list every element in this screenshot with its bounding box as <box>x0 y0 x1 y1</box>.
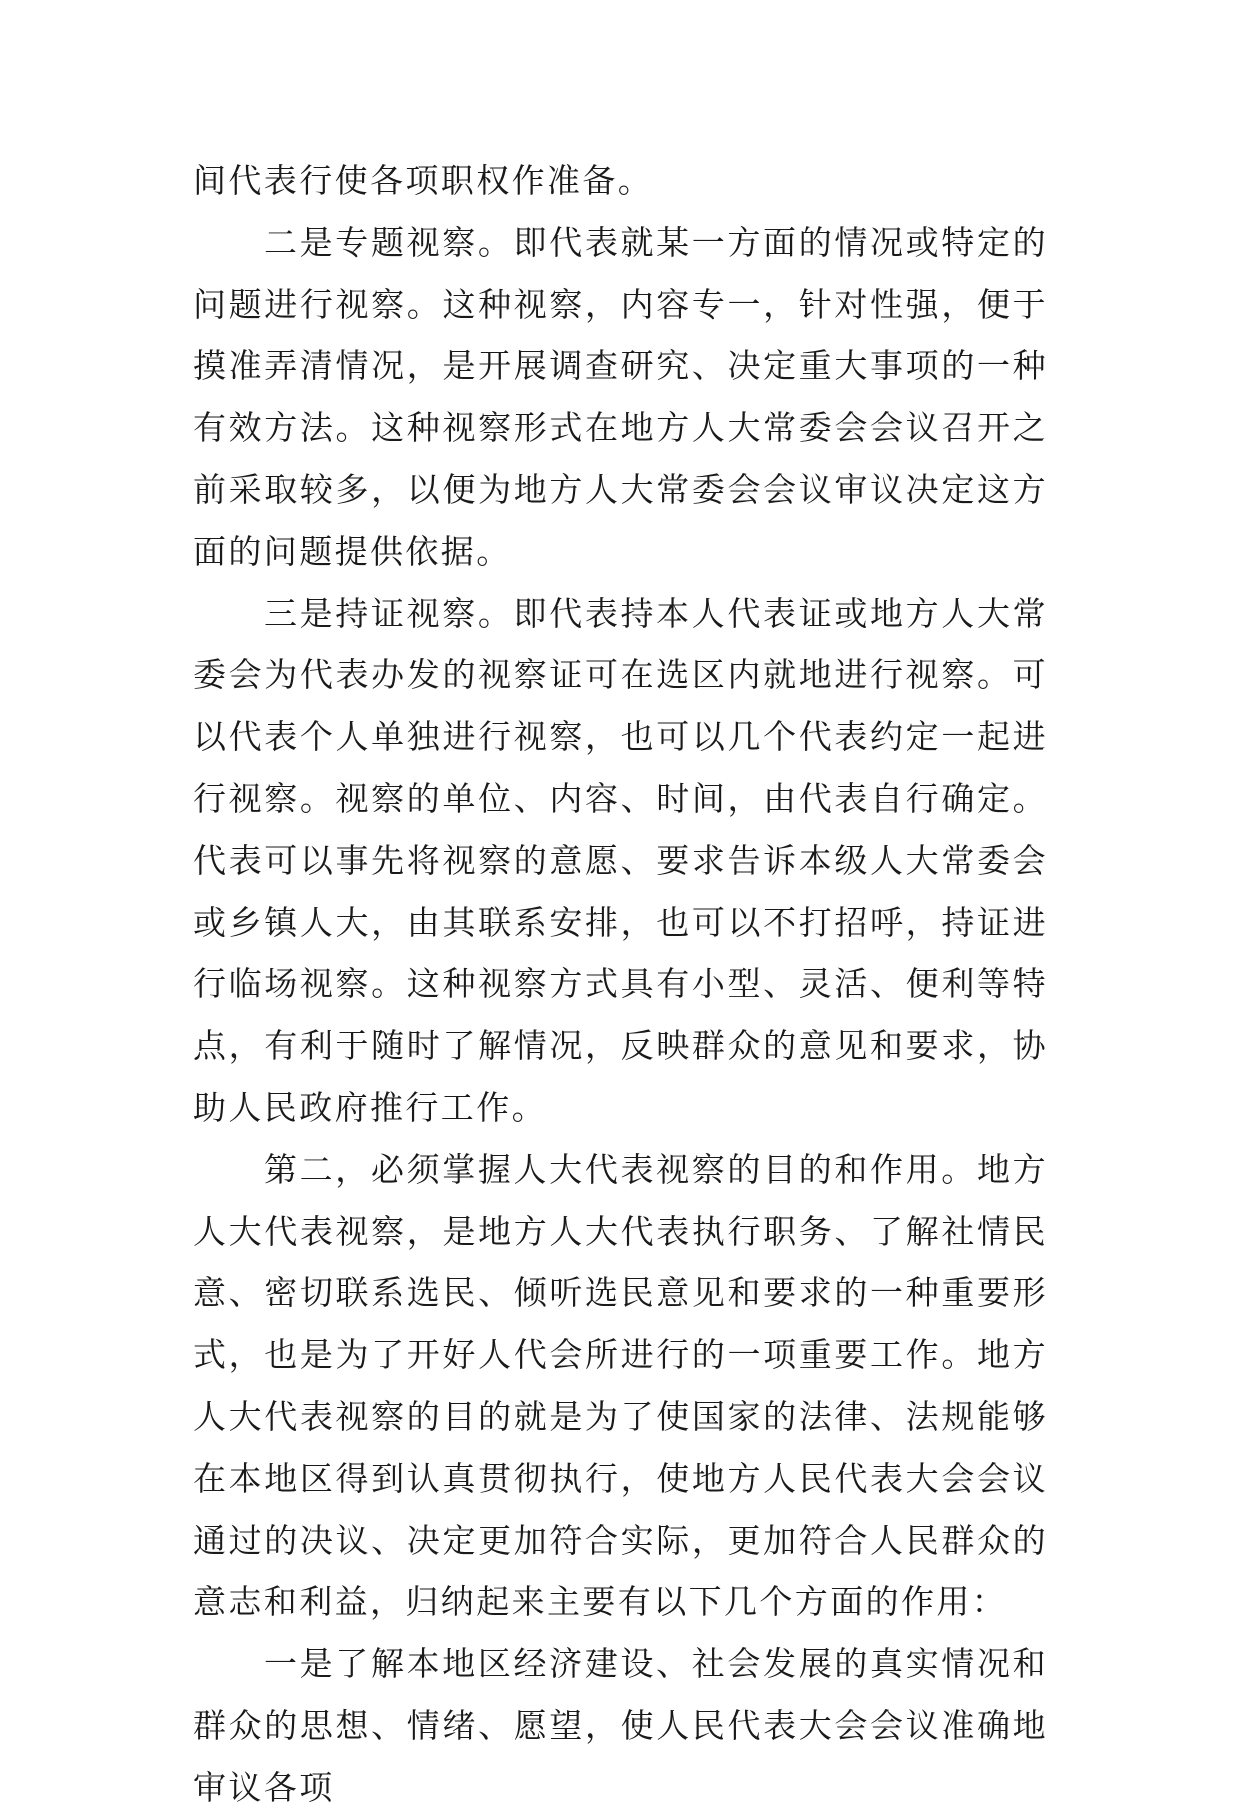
paragraph-topic-inspection: 二是专题视察。即代表就某一方面的情况或特定的问题进行视察。这种视察，内容专一，针对性强，便于摸准弄清情况，是开展调查研究、决定重大事项的一种有效方法。这种视察形式在地方人大常委会会议召开之前采取较多，以便为地方人大常委会会议审议决定这方面的问题提供依据。 <box>193 222 1048 571</box>
paragraph-continuation: 间代表行使各项职权作准备。 <box>193 161 654 200</box>
paragraph-first-role: 一是了解本地区经济建设、社会发展的真实情况和群众的思想、情绪、愿望，使人民代表大会会议准确地审议各项 <box>193 1644 1048 1807</box>
document-body <box>193 150 1048 1819</box>
paragraph-purpose-and-role: 第二，必须掌握人大代表视察的目的和作用。地方人大代表视察，是地方人大代表执行职务、了解社情民意、密切联系选民、倾听选民意见和要求的一种重要形式，也是为了开好人代会所进行的一项重要工作。地方人大代表视察的目的就是为了使国家的法律、法规能够在本地区得到认真贯彻执行，使地方人民代表大会会议通过的决议、决定更加符合实际，更加符合人民群众的意志和利益，归纳起来主要有以下几个方面的作用： <box>193 1149 1048 1622</box>
paragraph-certificate-inspection: 三是持证视察。即代表持本人代表证或地方人大常委会为代表办发的视察证可在选区内就地进行视察。可以代表个人单独进行视察，也可以几个代表约定一起进行视察。视察的单位、内容、时间，由代表自行确定。代表可以事先将视察的意愿、要求告诉本级人大常委会或乡镇人大，由其联系安排，也可以不打招呼，持证进行临场视察。这种视察方式具有小型、灵活、便利等特点，有利于随时了解情况，反映群众的意见和要求，协助人民政府推行工作。 <box>193 593 1048 1127</box>
